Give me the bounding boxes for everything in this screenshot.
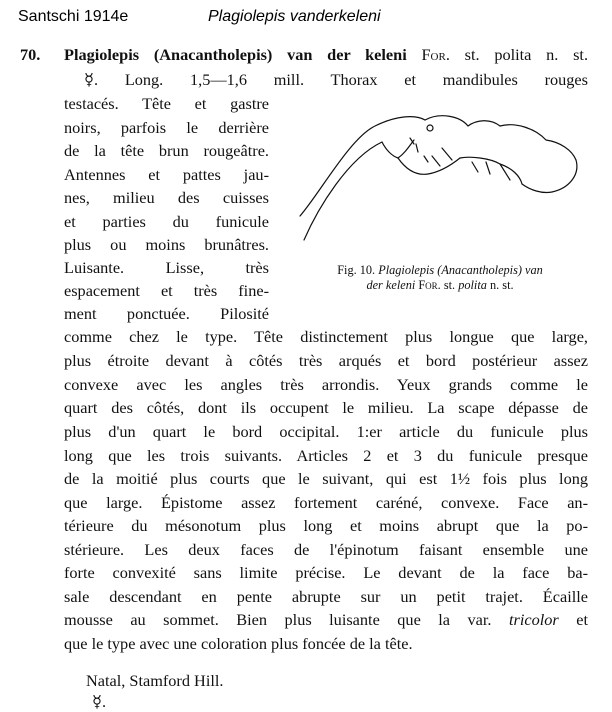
head-outline (382, 140, 414, 158)
text-line-25: que le type avec une coloration plus foncée de la tête. (64, 634, 413, 653)
gaster-outline (522, 160, 577, 193)
text-line-3: noirs, parfois le derrière (64, 118, 269, 137)
caste-symbol: ☿. (92, 692, 107, 711)
text-line-2: testacés. Tête et gastre (64, 94, 269, 113)
dorsal-outline (425, 116, 576, 160)
entry-title (64, 45, 588, 65)
text-line-13: plus étroite devant à côtés très arqués et bord postérieur assez (64, 351, 588, 370)
locality: Natal, Stamford Hill. (86, 671, 224, 690)
text-line-24-italic: tricolor (509, 610, 559, 629)
text-line-19: que large. Épistome assez fortement caréné, convexe. Face an- (64, 493, 588, 512)
text-line-24-main: mousse au sommet. Bien plus luisante que la var. (64, 610, 492, 629)
petiole-outline (460, 157, 522, 184)
title-subgenus: (Anacantholepis) (153, 45, 273, 64)
text-line-7: et parties du funicule (64, 212, 269, 231)
caption-name-2: der keleni (366, 278, 416, 292)
text-line-24 (64, 610, 588, 630)
text-line-23: sale descendant en pente abrupte sur un petit trajet. Écaille (64, 587, 588, 606)
title-rest: st. polita n. st. (464, 45, 589, 64)
header-author: Santschi 1914e (18, 8, 129, 25)
figure-ant-illustration (290, 98, 590, 254)
header-species: Plagiolepis vanderkeleni (208, 8, 381, 25)
eye-mark (427, 125, 433, 131)
leg-strokes-hind (472, 162, 510, 180)
entry-number: 70. (20, 45, 41, 64)
text-line-24-end: et (576, 610, 589, 629)
figure-caption-line-2 (288, 277, 592, 293)
title-genus: Plagiolepis (64, 45, 140, 64)
text-line-10: espacement et très fine- (64, 281, 269, 300)
antenna-scape-outline (300, 117, 425, 216)
text-line-5: Antennes et pattes jau- (64, 165, 269, 184)
thorax-outline (398, 158, 460, 174)
mandible-marks (410, 138, 428, 162)
caption-name: Plagiolepis (Anacantholepis) van (378, 263, 543, 277)
caption-nst: n. st. (489, 278, 514, 292)
text-line-14: convexe avec les angles très arrondis. Yeux grands comme le (64, 375, 588, 394)
text-line-15: quart des côtés, dont ils occupent le milieu. La scape dépasse de (64, 398, 588, 417)
text-line-6: nes, milieu des cuisses (64, 188, 269, 207)
leg-strokes-front (432, 148, 452, 166)
text-line-16: plus d'un quart le bord occipital. 1:er article du funicule plus (64, 422, 588, 441)
text-line-17: long que les trois suivants. Articles 2 et 3 du funicule presque (64, 446, 588, 465)
caption-st: st. (443, 278, 456, 292)
title-species: van der keleni (287, 45, 407, 64)
text-line-12: comme chez le type. Tête distinctement plus longue que large, (64, 327, 588, 346)
text-line-4: de la tête brun rougeâtre. (64, 141, 269, 160)
text-line-1: ☿. Long. 1,5—1,6 mill. Thorax et mandibules rouges (84, 70, 588, 89)
text-line-18: de la moitié plus courts que le suivant, qui est 1½ fois plus long (64, 469, 588, 488)
caption-fig-number: Fig. 10. (337, 263, 376, 277)
text-line-20: térieure du mésonotum plus long et moins abrupt que la po- (64, 516, 588, 535)
text-line-8: plus ou moins brunâtres. (64, 235, 269, 254)
text-line-22: forte convexité sans limite précise. Le devant de la face ba- (64, 563, 588, 582)
figure-caption-line-1 (288, 262, 592, 278)
title-author: For. (421, 45, 450, 64)
caption-author: For. (418, 278, 441, 292)
caption-polita: polita (458, 278, 487, 292)
text-line-21: stérieure. Les deux faces de l'épinotum faisant ensemble une (64, 540, 588, 559)
text-line-11: ment ponctuée. Pilosité (64, 304, 269, 323)
text-line-9: Luisante. Lisse, très (64, 258, 269, 277)
